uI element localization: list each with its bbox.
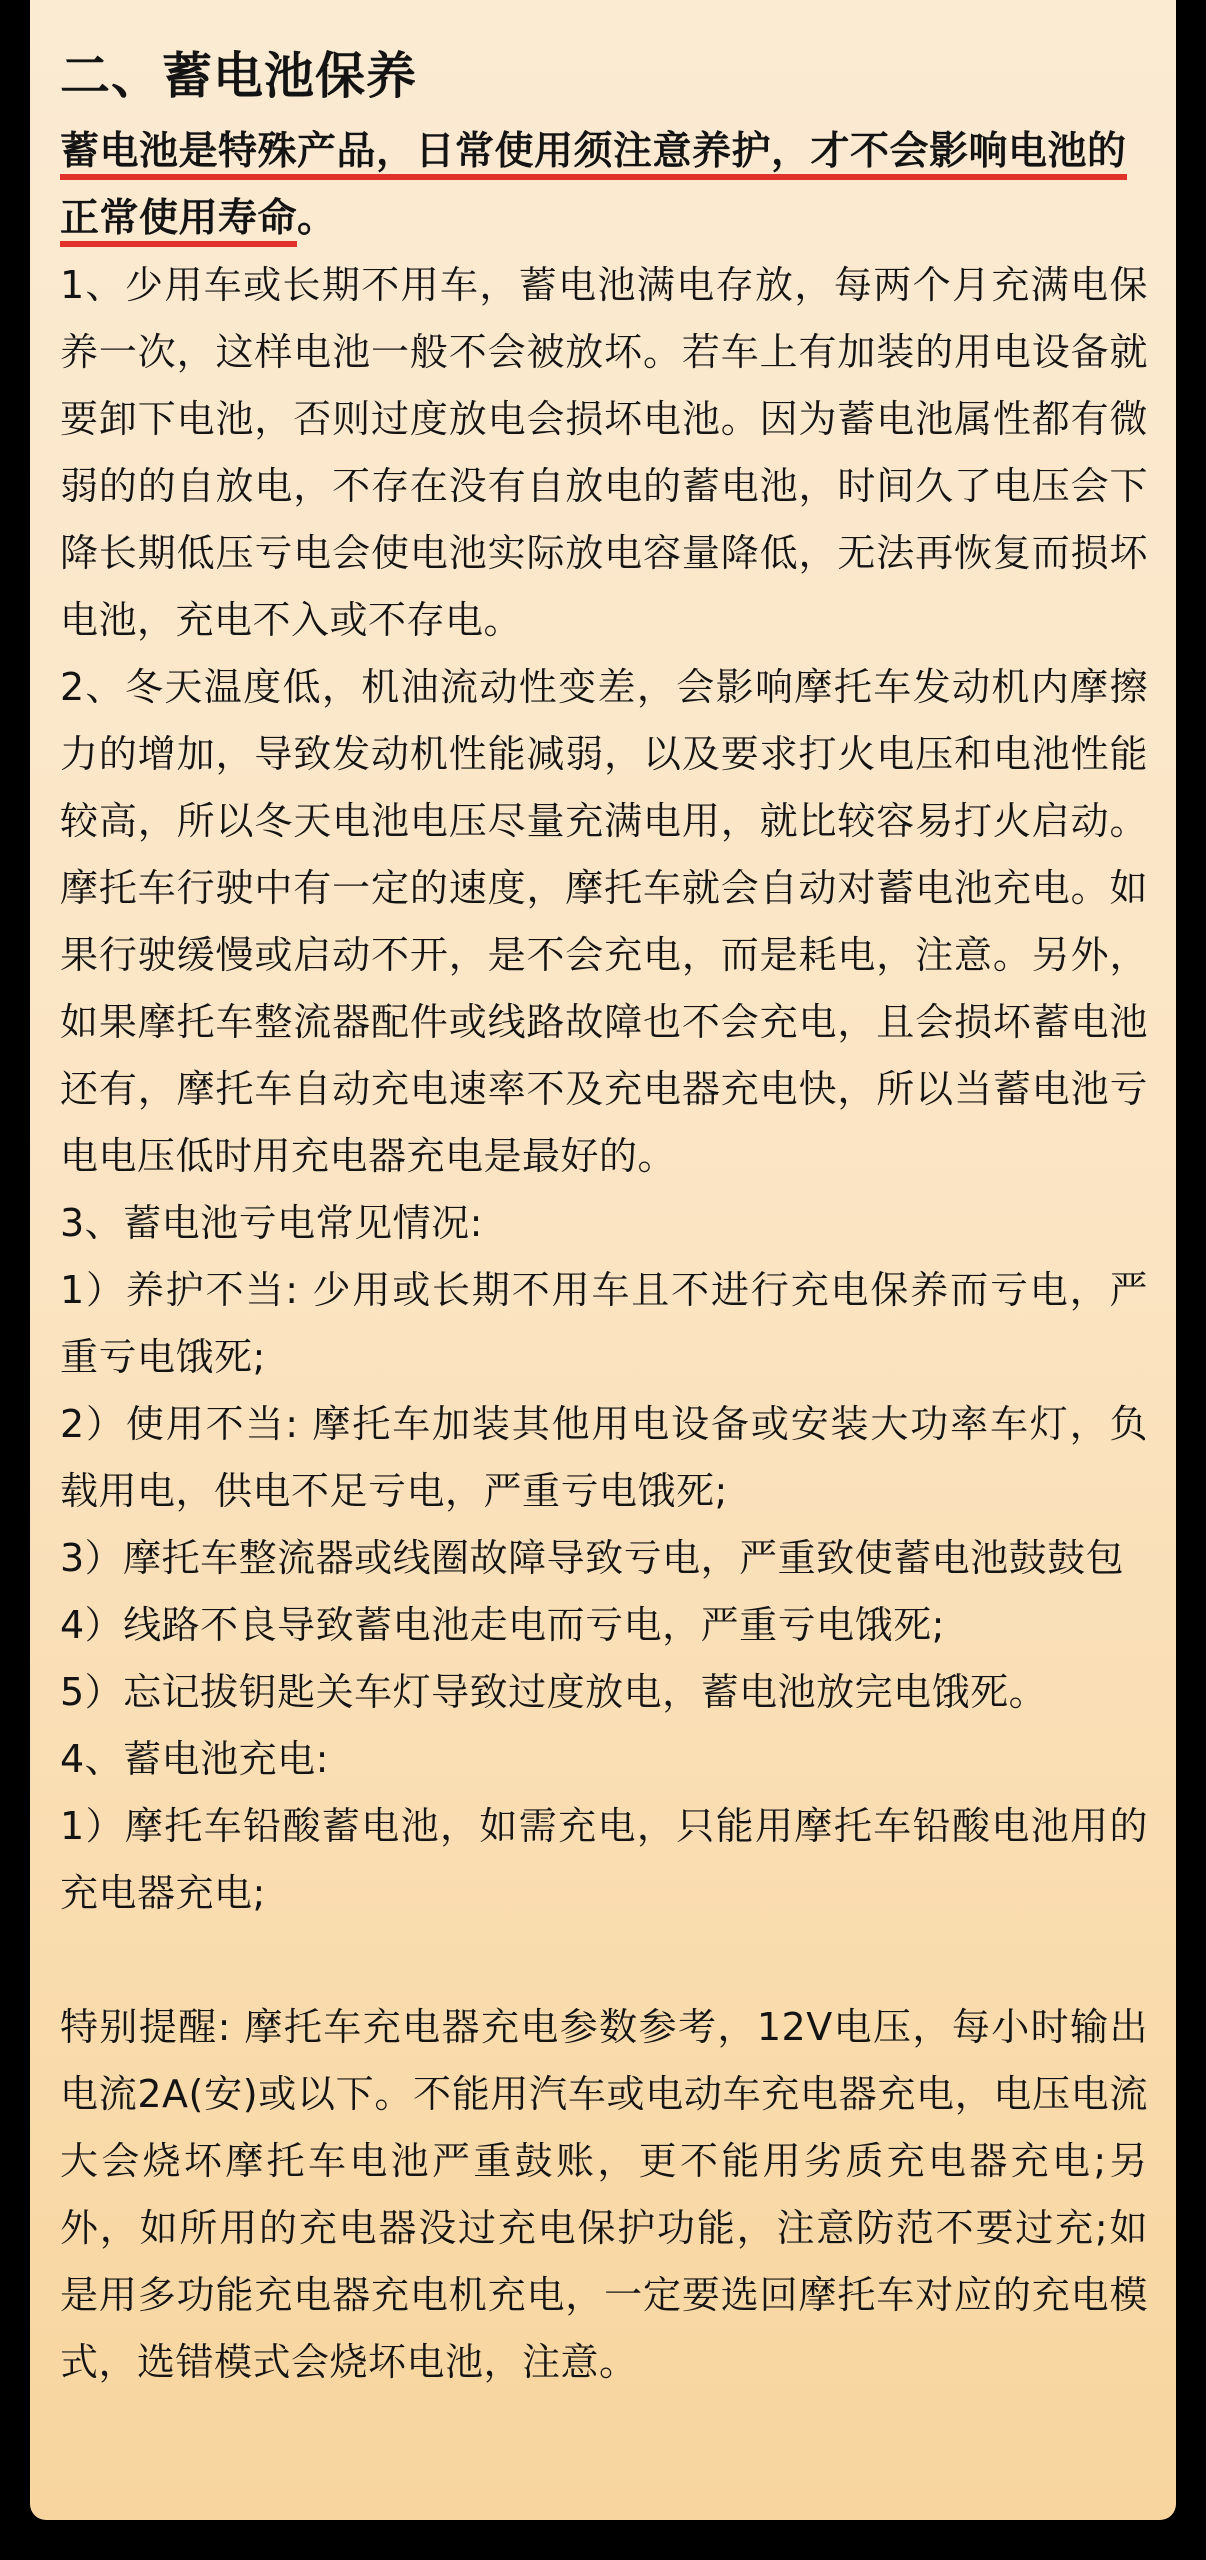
paragraph-2: 2、冬天温度低，机油流动性变差，会影响摩托车发动机内摩擦力的增加，导致发动机性能减弱，以及要求打火电压和电池性能较高，所以冬天电池电压尽量充满电用，就比较容易打火启动。摩托车行驶中有一定的速度，摩托车就会自动对蓄电池充电。如果行驶缓慢或启动不开，是不会充电，而是耗电，注意。另外，如果摩托车整流器配件或线路故障也不会充电，且会损坏蓄电池还有，摩托车自动充电速率不及充电器充电快，所以当蓄电池亏电电压低时用充电器充电是最好的。 bbox=[60, 665, 1148, 1178]
list-item-3-4: 4）线路不良导致蓄电池走电而亏电，严重亏电饿死; bbox=[60, 1603, 945, 1647]
paragraph-3: 3、蓄电池亏电常见情况: bbox=[60, 1201, 483, 1245]
paragraph-4: 4、蓄电池充电: bbox=[60, 1737, 329, 1781]
list-item-4-1: 1）摩托车铅酸蓄电池，如需充电，只能用摩托车铅酸电池用的充电器充电; bbox=[60, 1804, 1148, 1915]
list-item-3-1: 1）养护不当: 少用或长期不用车且不进行充电保养而亏电，严重亏电饿死; bbox=[60, 1268, 1148, 1379]
section-title: 二、蓄电池保养 bbox=[60, 47, 417, 105]
blank-line bbox=[60, 1927, 1148, 1994]
content-card bbox=[30, 0, 1176, 2520]
list-item-3-2: 2）使用不当: 摩托车加装其他用电设备或安装大功率车灯，负载用电，供电不足亏电，严重亏电饿死; bbox=[60, 1402, 1148, 1513]
paragraph-1: 1、少用车或长期不用车，蓄电池满电存放，每两个月充满电保养一次，这样电池一般不会被放坏。若车上有加装的用电设备就要卸下电池，否则过度放电会损坏电池。因为蓄电池属性都有微弱的的自放电，不存在没有自放电的蓄电池，时间久了电压会下降长期低压亏电会使电池实际放电容量降低，无法再恢复而损坏电池，充电不入或不存电。 bbox=[60, 263, 1148, 642]
lead-statement bbox=[60, 118, 1148, 252]
special-reminder: 特别提醒: 摩托车充电器充电参数参考，12V电压，每小时输出电流2A(安)或以下。不能用汽车或电动车充电器充电，电压电流大会烧坏摩托车电池严重鼓账，更不能用劣质充电器充电;另外，如所用的充电器没过充电保护功能，注意防范不要过充;如是用多功能充电器充电机充电，一定要选回摩托车对应的充电模式，选错模式会烧坏电池，注意。 bbox=[60, 2005, 1148, 2384]
list-item-3-5: 5）忘记拔钥匙关车灯导致过度放电，蓄电池放完电饿死。 bbox=[60, 1670, 1048, 1714]
lead-underlined-line-1: 蓄电池是特殊产品，日常使用须注意养护，才不会影响电池的 bbox=[60, 129, 1127, 180]
list-item-3-3: 3）摩托车整流器或线圈故障导致亏电，严重致使蓄电池鼓鼓包 bbox=[60, 1536, 1125, 1580]
lead-period: 。 bbox=[297, 196, 337, 241]
lead-underlined-line-2: 正常使用寿命 bbox=[60, 196, 297, 247]
